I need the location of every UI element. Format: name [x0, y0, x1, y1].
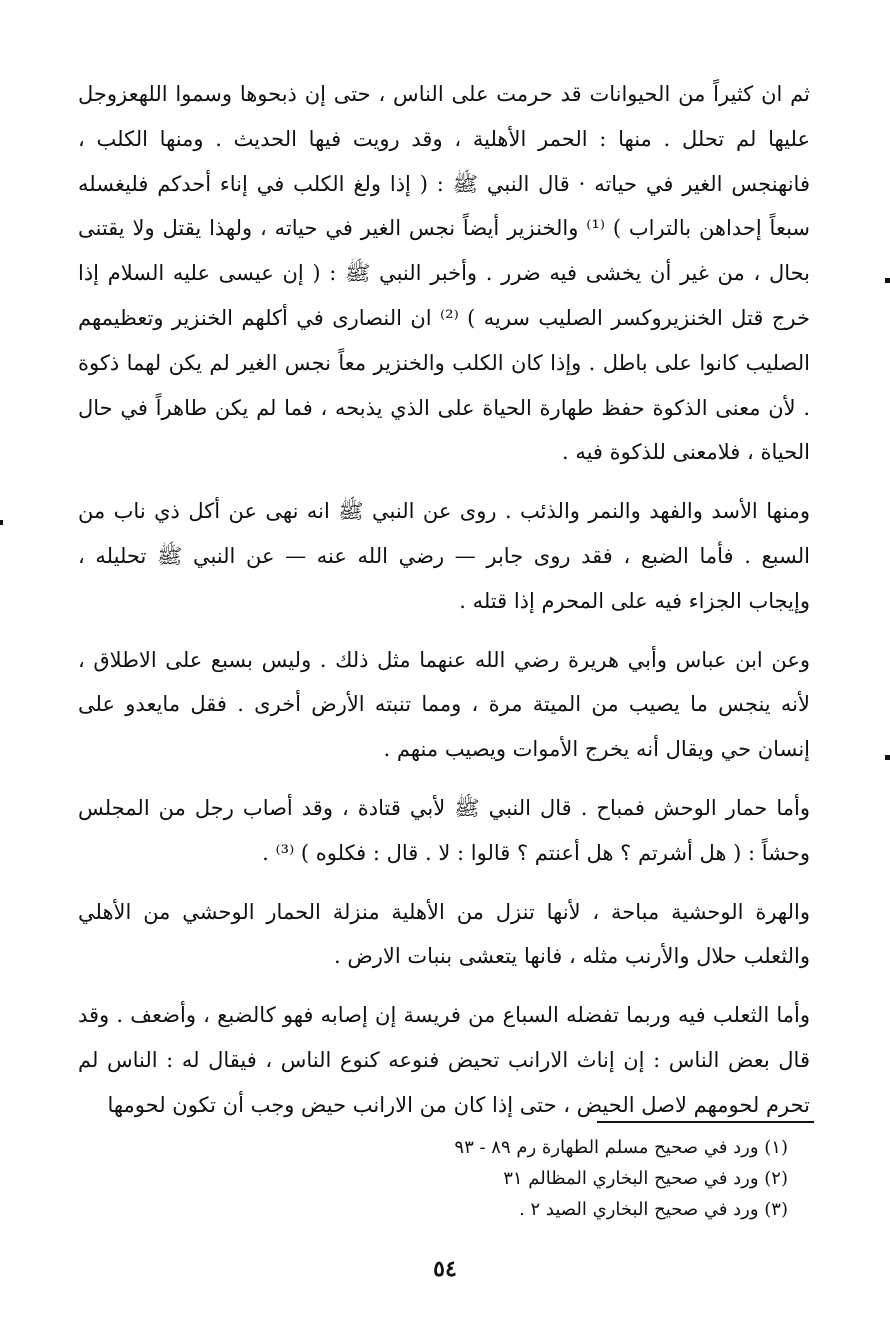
scan-edge-mark — [885, 278, 890, 283]
main-text — [78, 72, 810, 1128]
scan-edge-mark — [0, 520, 3, 525]
paragraph-5: والهرة الوحشية مباحة ، لأنها تنزل من الأهلية منزلة الحمار الوحشي من الأهلي والثعلب حلال والأرنب مثله ، فانها يتعشى بنبات الارض . — [78, 899, 810, 969]
scan-edge-mark — [885, 755, 890, 760]
footnote-3: (٣) ورد في صحيح البخاري الصيد ٢ . — [519, 1199, 788, 1220]
paragraph-1: ثم ان كثيراً من الحيوانات قد حرمت على الناس ، حتى إن ذبحوها وسموا اللهعزوجل عليها لم تحلل . منها : الحمر الأهلية ، وقد رويت فيها الحديث . ومنها الكلب ، فانهنجس الغير في حياته · قال النبي ﷺ : ( إذا ولغ الكلب في إناء أحدكم فليغسله سبعاً إحداهن بالتراب ) ⁽¹⁾ والخنزير أيضاً نجس الغير في حياته ، ولهذا يقتل ولا يقتنى بحال ، من غير أن يخشى فيه ضرر . وأخبر النبي ﷺ : ( إن عيسى عليه السلام إذا خرج قتل الخنزيروكسر الصليب سريه ) ⁽²⁾ ان النصارى في أكلهم الخنزير وتعظيمهم الصليب كانوا على باطل . وإذا كان الكلب والخنزير معاً نجس الغير لم يكن لهما ذكوة . لأن معنى الذكوة حفظ طهارة الحياة على الذي يذبحه ، فما لم يكن طاهراً في حال الحياة ، فلامعنى للذكوة فيه . — [78, 82, 811, 465]
page-number: ٥٤ — [433, 1256, 457, 1282]
footnote-2: (٢) ورد في صحيح البخاري المظالم ٣١ — [503, 1168, 788, 1189]
footnote-1: (١) ورد في صحيح مسلم الطهارة رم ٨٩ - ٩٣ — [454, 1137, 788, 1158]
paragraph-4: وأما حمار الوحش فمباح . قال النبي ﷺ لأبي قتادة ، وقد أصاب رجل من المجلس وحشاً : ( هل أشرتم ؟ هل أعنتم ؟ قالوا : لا . قال : فكلوه ) ⁽³⁾ . — [78, 795, 810, 865]
paragraph-2: ومنها الأسد والفهد والنمر والذئب . روى عن النبي ﷺ انه نهى عن أكل ذي ناب من السبع . فأما الضبع ، فقد روى جابر — رضي الله عنه — عن النبي ﷺ تحليله ، وإيجاب الجزاء فيه على المحرم إذا قتله . — [78, 499, 810, 613]
footnote-divider — [597, 1121, 814, 1123]
footnotes — [268, 1132, 788, 1225]
paragraph-6: وأما الثعلب فيه وربما تفضله السباع من فريسة إن إصابه فهو كالضبع ، وأضعف . وقد قال بعض الناس : إن إناث الارانب تحيض فنوعه كنوع الناس ، فيقال له : الناس لم تحرم لحومهم لاصل الحيض ، حتى إذا كان من الارانب حيض وجب أن تكون لحومها — [78, 1003, 810, 1117]
paragraph-3: وعن ابن عباس وأبي هريرة رضي الله عنهما مثل ذلك . وليس بسبع على الاطلاق ، لأنه ينجس ما يصيب من الميتة مرة ، ومما تنبته الأرض أخرى . فقل مايعدو على إنسان حي ويقال أنه يخرج الأموات ويصيب منهم . — [78, 647, 810, 762]
